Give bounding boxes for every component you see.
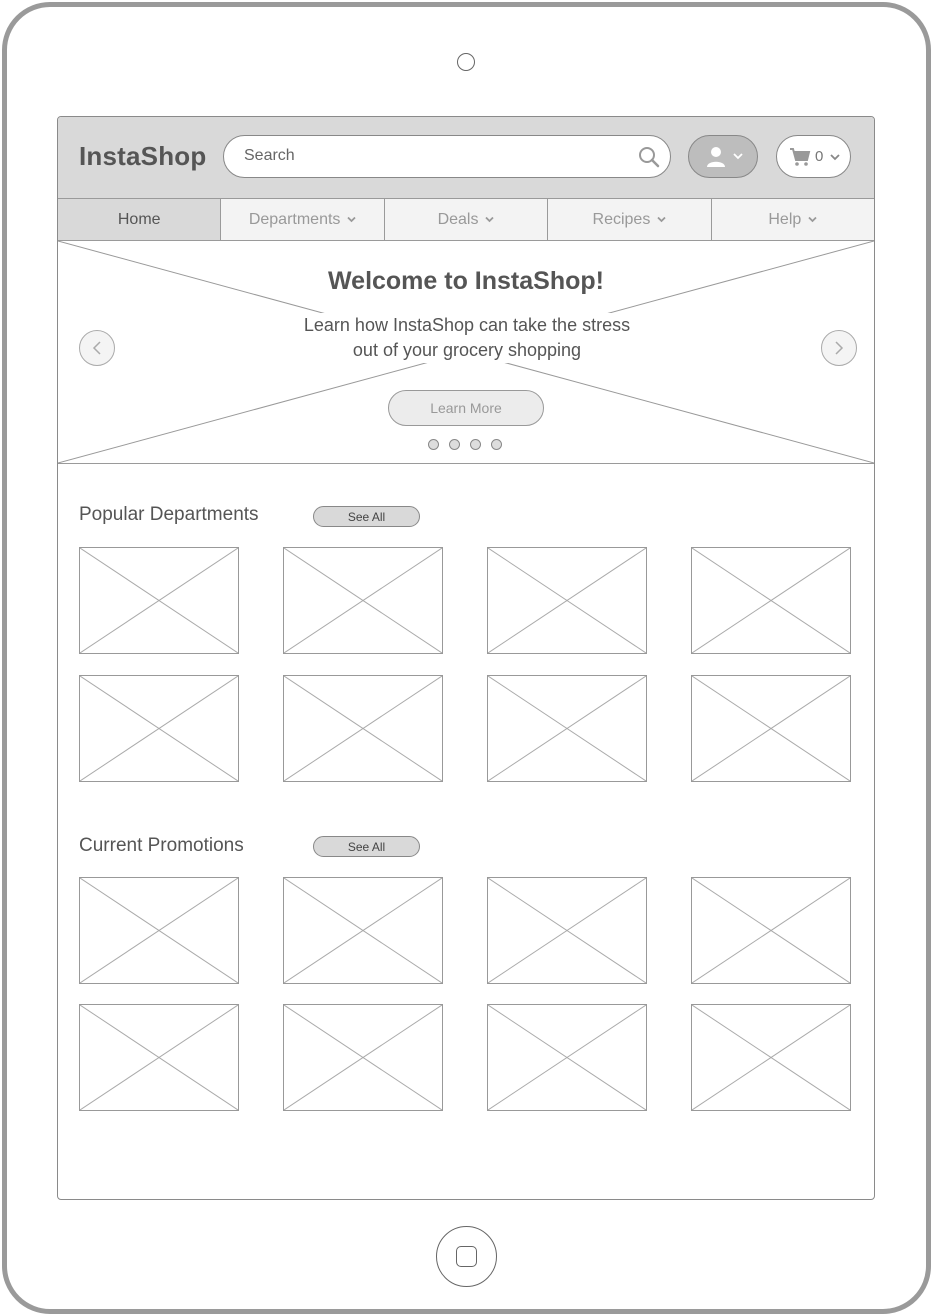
nav-item-recipes[interactable] bbox=[548, 199, 711, 240]
department-tile[interactable] bbox=[487, 547, 647, 654]
promotion-tile[interactable] bbox=[487, 877, 647, 984]
hero-text: Learn how InstaShop can take the stress out of your grocery shopping bbox=[288, 313, 646, 363]
logo[interactable]: InstaShop bbox=[79, 141, 207, 171]
promotion-tile[interactable] bbox=[487, 1004, 647, 1111]
promotion-tile[interactable] bbox=[691, 1004, 851, 1111]
department-tile[interactable] bbox=[283, 547, 443, 654]
image-placeholder-icon bbox=[488, 548, 646, 653]
account-button[interactable] bbox=[688, 135, 758, 178]
cart-icon bbox=[789, 147, 811, 167]
main-nav bbox=[58, 199, 874, 241]
image-placeholder-icon bbox=[488, 1005, 646, 1110]
nav-item-label: Help bbox=[768, 210, 802, 228]
image-placeholder-icon bbox=[284, 548, 442, 653]
search-input[interactable] bbox=[244, 147, 624, 165]
nav-item-label: Home bbox=[117, 210, 161, 228]
section-title-popular-departments: Popular Departments bbox=[79, 504, 259, 525]
carousel-dot[interactable] bbox=[428, 439, 439, 450]
promotion-tile[interactable] bbox=[283, 877, 443, 984]
department-tile[interactable] bbox=[487, 675, 647, 782]
carousel-next-button[interactable] bbox=[821, 330, 857, 366]
header bbox=[58, 117, 874, 199]
camera bbox=[457, 53, 475, 71]
image-placeholder-icon bbox=[284, 676, 442, 781]
nav-item-home[interactable] bbox=[58, 199, 221, 240]
nav-item-label: Recipes bbox=[592, 210, 651, 228]
promotion-tile[interactable] bbox=[79, 1004, 239, 1111]
chevron-down-icon bbox=[657, 216, 666, 223]
image-placeholder-icon bbox=[488, 676, 646, 781]
image-placeholder-icon bbox=[692, 1005, 850, 1110]
carousel-indicators bbox=[428, 439, 502, 450]
search-icon[interactable] bbox=[638, 146, 660, 168]
nav-item-deals[interactable] bbox=[385, 199, 548, 240]
device-home-button[interactable] bbox=[436, 1226, 497, 1287]
hero-carousel bbox=[58, 241, 874, 464]
nav-item-departments[interactable] bbox=[221, 199, 384, 240]
department-tile[interactable] bbox=[283, 675, 443, 782]
promotion-tile[interactable] bbox=[79, 877, 239, 984]
section-title-current-promotions: Current Promotions bbox=[79, 835, 244, 856]
screen bbox=[57, 116, 875, 1200]
carousel-dot[interactable] bbox=[449, 439, 460, 450]
image-placeholder-icon bbox=[284, 1005, 442, 1110]
chevron-left-icon bbox=[92, 341, 102, 355]
carousel-prev-button[interactable] bbox=[79, 330, 115, 366]
department-tile[interactable] bbox=[691, 547, 851, 654]
carousel-dot[interactable] bbox=[470, 439, 481, 450]
user-icon bbox=[705, 146, 727, 168]
search-bar[interactable] bbox=[223, 135, 671, 178]
carousel-dot[interactable] bbox=[491, 439, 502, 450]
image-placeholder-icon bbox=[80, 676, 238, 781]
image-placeholder-icon bbox=[80, 1005, 238, 1110]
nav-item-help[interactable] bbox=[712, 199, 874, 240]
image-placeholder-icon bbox=[692, 676, 850, 781]
image-placeholder-icon bbox=[488, 878, 646, 983]
department-tile[interactable] bbox=[691, 675, 851, 782]
chevron-down-icon bbox=[347, 216, 356, 223]
chevron-right-icon bbox=[834, 341, 844, 355]
see-all-promotions-button[interactable]: See All bbox=[313, 836, 420, 857]
see-all-departments-button[interactable]: See All bbox=[313, 506, 420, 527]
department-tile[interactable] bbox=[79, 675, 239, 782]
image-placeholder-icon bbox=[284, 878, 442, 983]
image-placeholder-icon bbox=[692, 878, 850, 983]
learn-more-button[interactable]: Learn More bbox=[388, 390, 544, 426]
promotion-tile[interactable] bbox=[283, 1004, 443, 1111]
home-button-icon bbox=[456, 1246, 477, 1267]
nav-item-label: Deals bbox=[437, 210, 479, 228]
image-placeholder-icon bbox=[692, 548, 850, 653]
chevron-down-icon bbox=[485, 216, 494, 223]
chevron-down-icon bbox=[733, 152, 743, 160]
department-tile[interactable] bbox=[79, 547, 239, 654]
image-placeholder-icon bbox=[80, 548, 238, 653]
promotion-tile[interactable] bbox=[691, 877, 851, 984]
chevron-down-icon bbox=[808, 216, 817, 223]
image-placeholder-icon bbox=[80, 878, 238, 983]
nav-item-label: Departments bbox=[248, 210, 341, 228]
chevron-down-icon bbox=[830, 153, 840, 161]
cart-count: 0 bbox=[815, 148, 824, 165]
hero-title: Welcome to InstaShop! bbox=[328, 267, 604, 295]
cart-button[interactable] bbox=[776, 135, 851, 178]
